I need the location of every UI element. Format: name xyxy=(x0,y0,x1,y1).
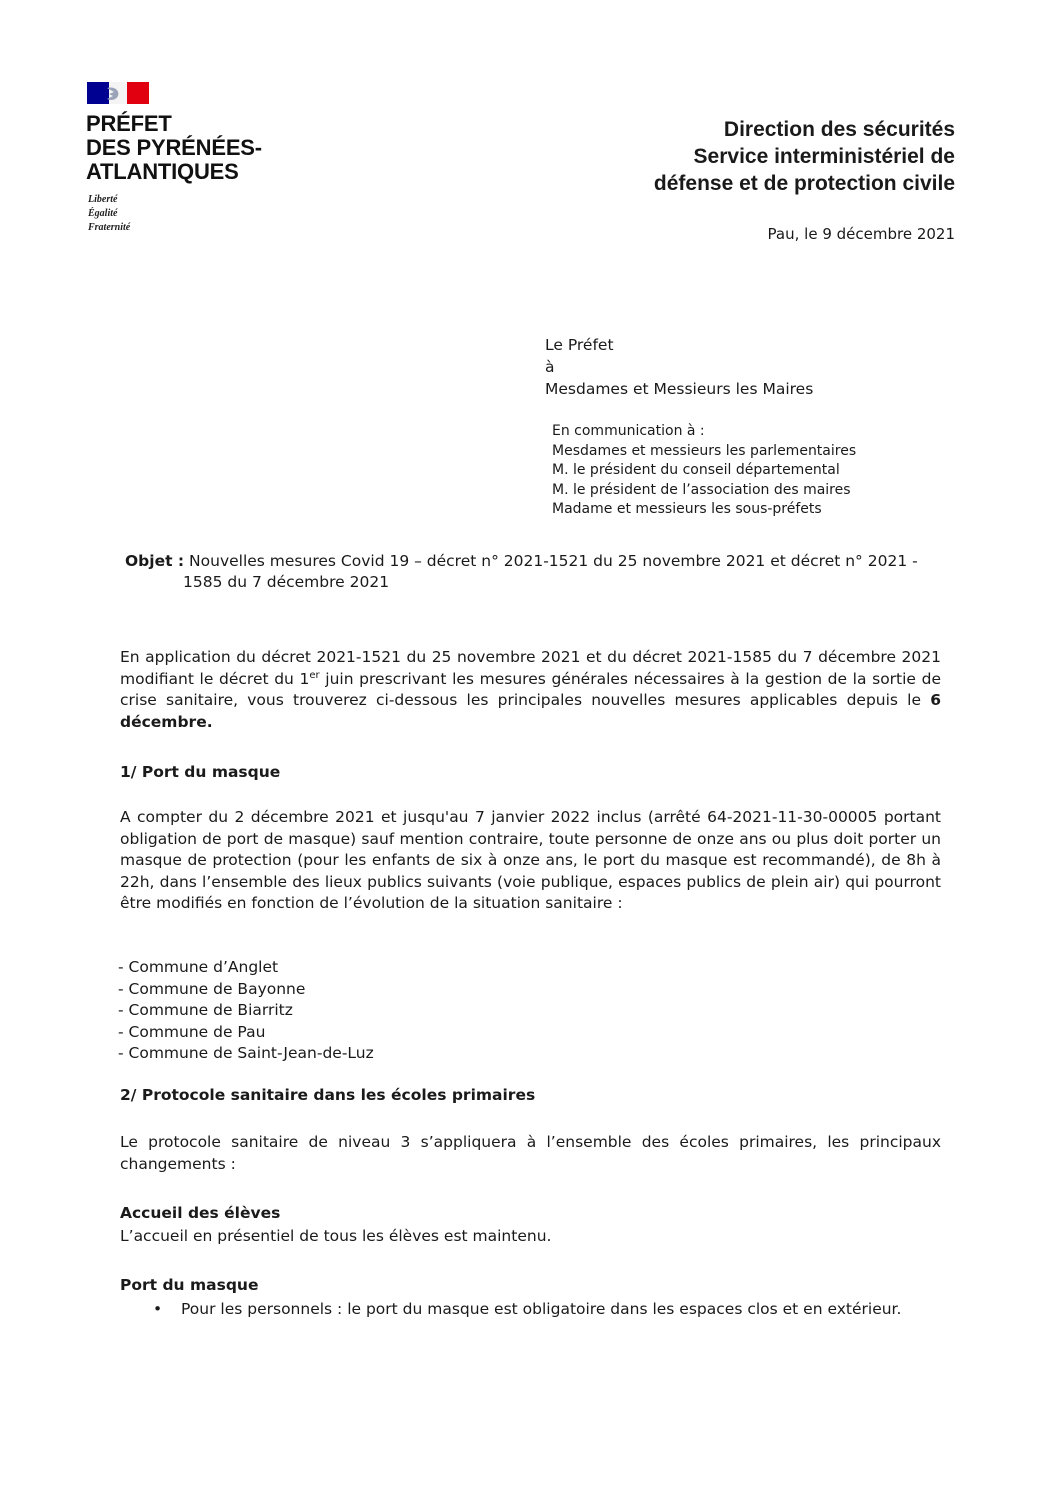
accueil-text: L’accueil en présentiel de tous les élèves est maintenu. xyxy=(120,1227,552,1245)
subject-line xyxy=(125,551,960,593)
letter-date: Pau, le 9 décembre 2021 xyxy=(767,225,955,243)
prefecture-name xyxy=(86,112,386,184)
recipient-block xyxy=(545,334,965,400)
prefecture-name-line-1: PRÉFET xyxy=(86,111,172,136)
cc-line: Mesdames et messieurs les parlementaires xyxy=(552,442,857,459)
prefecture-name-line-3: ATLANTIQUES xyxy=(86,159,239,184)
recipient-line-1: Le Préfet xyxy=(545,336,614,354)
republic-motto xyxy=(88,193,208,235)
motto-egalite: Égalité xyxy=(88,208,118,219)
subject-text-2: 1585 du 7 décembre 2021 xyxy=(183,573,390,591)
list-item: - Commune d’Anglet xyxy=(118,958,279,976)
section-1-title: 1/ Port du masque xyxy=(120,763,281,781)
intro-date-bold: 6 décembre. xyxy=(120,691,941,731)
bullet-icon: • xyxy=(153,1300,163,1318)
masque-title: Port du masque xyxy=(120,1276,259,1294)
issuing-department xyxy=(395,116,955,197)
department-line-3: défense et de protection civile xyxy=(653,172,955,195)
list-item: - Commune de Biarritz xyxy=(118,1001,293,1019)
cc-line: M. le président du conseil départemental xyxy=(552,462,840,478)
cc-line: M. le président de l’association des maires xyxy=(552,481,851,498)
communication-list xyxy=(552,422,972,520)
section-2-paragraph: Le protocole sanitaire de niveau 3 s’appliquera à l’ensemble des écoles primaires, les principaux changements : xyxy=(120,1133,941,1173)
intro-text-2: juin prescrivant les mesures générales nécessaires à la gestion de la sortie de crise sanitaire, vous trouverez ci-dessous les principales nouvelles mesures applicables depuis le xyxy=(120,669,941,709)
communes-list xyxy=(118,957,718,1065)
section-1-paragraph: A compter du 2 décembre 2021 et jusqu'au 7 janvier 2022 inclus (arrêté 64-2021-11-30-00005 portant obligation de port de masque) sauf mention contraire, toute personne de onze ans ou plus doit porter un masque de protection (pour les enfants de six à onze ans, le port du masque est recommandé), de 8h à 22h, dans l’ensemble des lieux publics suivants (voie publique, espaces publics de plein air) qui pourront être modifiés en fonction de l’évolution de la situation sanitaire : xyxy=(120,808,941,912)
accueil-title: Accueil des élèves xyxy=(120,1204,281,1222)
intro-paragraph xyxy=(120,647,941,733)
intro-superscript: er xyxy=(309,669,320,681)
list-item: - Commune de Saint-Jean-de-Luz xyxy=(118,1044,374,1062)
prefecture-name-line-2: DES PYRÉNÉES- xyxy=(86,135,262,160)
section-2-title: 2/ Protocole sanitaire dans les écoles primaires xyxy=(120,1086,536,1104)
recipient-line-3: Mesdames et Messieurs les Maires xyxy=(545,380,814,398)
masque-bullet-item xyxy=(153,1298,943,1320)
motto-liberte: Liberté xyxy=(88,194,118,205)
list-item: - Commune de Bayonne xyxy=(118,979,306,998)
cc-line: En communication à : xyxy=(552,423,705,439)
cc-line: Madame et messieurs les sous-préfets xyxy=(552,501,822,517)
subject-text-1: Nouvelles mesures Covid 19 – décret n° 2021-1521 du 25 novembre 2021 et décret n° 2021 - xyxy=(184,552,918,570)
recipient-line-2: à xyxy=(545,358,555,376)
list-item: - Commune de Pau xyxy=(118,1022,266,1041)
subject-label: Objet : xyxy=(125,552,185,570)
motto-fraternite: Fraternité xyxy=(88,222,131,233)
marianne-flag-logo xyxy=(87,82,149,104)
intro-text-1: En application du décret 2021-1521 du 25 novembre 2021 et du décret 2021-1585 du 7 décembre 2021 modifiant le décret du 1 xyxy=(120,648,941,688)
department-line-1: Direction des sécurités xyxy=(723,118,955,141)
masque-item-text: Pour les personnels : le port du masque est obligatoire dans les espaces clos et en extérieur. xyxy=(181,1300,902,1318)
department-line-2: Service interministériel de xyxy=(693,145,955,168)
